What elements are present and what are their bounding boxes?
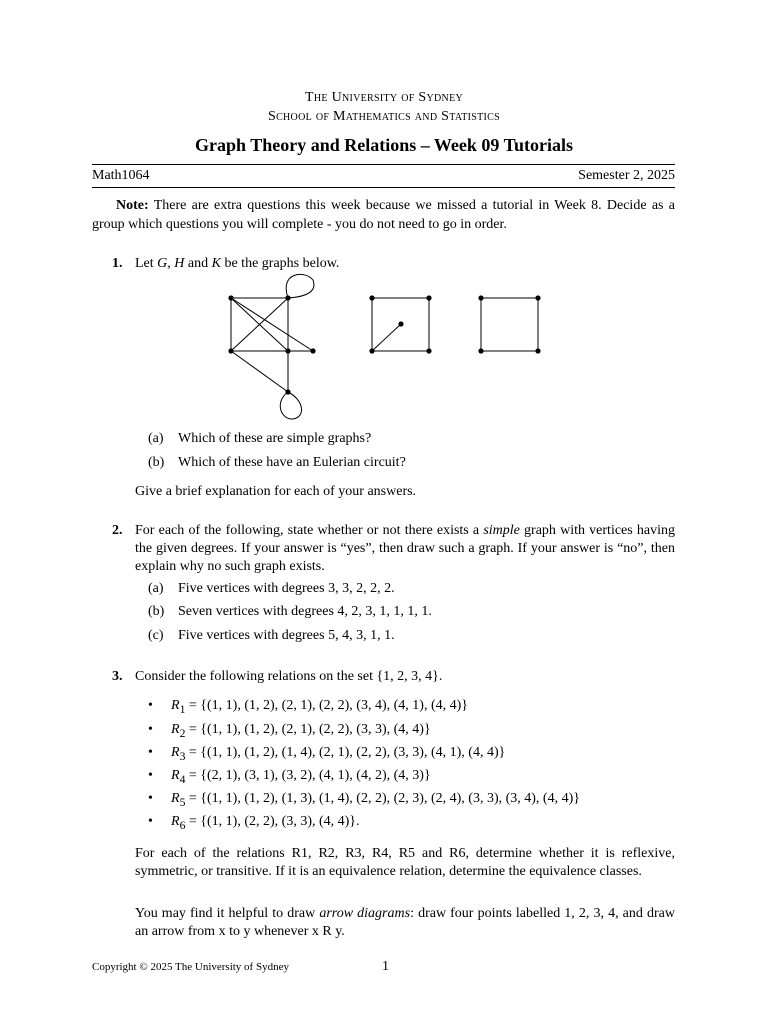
course-code: Math1064 bbox=[92, 168, 150, 183]
school-name: School of Mathematics and Statistics bbox=[267, 109, 501, 124]
q1-followup: Give a brief explanation for each of your answers. bbox=[135, 484, 417, 499]
q1-part-a: (a) Which of these are simple graphs? bbox=[148, 431, 372, 446]
question-number: 2. bbox=[112, 523, 123, 538]
graph-k bbox=[481, 298, 538, 351]
q3-paragraph-2: You may find it helpful to draw arrow diagrams: draw four points labelled 1, 2, 3, 4, and draw an arrow from x to y whenever x R y. bbox=[135, 906, 675, 939]
question-text: For each of the following, state whether or not there exists a simple graph with vertices having the given degrees. If your answer is “yes”, then draw such a graph. If your answer is “no”, then explain why no such graph exists. bbox=[135, 523, 675, 574]
relation-r5: • $R_5 = \{(1$, 1), (1, 2), (1, 3), (1, 4), (2, 2), (2, 3), (2, 4), (3, 3), (3, 4), (4, 4)} bbox=[148, 791, 580, 809]
relation-r4: • $R_4 = \{(2$, 1), (3, 1), (3, 2), (4, 1), (4, 2), (4, 3)} bbox=[148, 768, 431, 786]
semester-label: Semester 2, 2025 bbox=[578, 168, 675, 183]
note-label: Note: bbox=[116, 198, 149, 213]
copyright-footer: Copyright © 2025 The University of Sydney bbox=[92, 961, 289, 973]
relation-r2: • $R_2 = \{(1$, 1), (1, 2), (2, 1), (2, 2), (3, 3), (4, 4)} bbox=[148, 722, 431, 740]
question-number: 3. bbox=[112, 669, 123, 684]
relation-r3: • $R_3 = \{(1$, 1), (1, 2), (1, 4), (2, 1), (2, 2), (3, 3), (4, 1), (4, 4)} bbox=[148, 745, 506, 763]
q2-part-b: (b) Seven vertices with degrees 4, 2, 3, 1, 1, 1, 1. bbox=[148, 604, 432, 619]
q1-part-b: (b) Which of these have an Eulerian circuit? bbox=[148, 455, 406, 470]
page-title: Graph Theory and Relations – Week 09 Tutorials bbox=[195, 135, 573, 155]
relation-r1: • $R_1 = \{(1$, 1), (1, 2), (2, 1), (2, 2), (3, 4), (4, 1), (4, 4)} bbox=[148, 698, 468, 716]
note-text: There are extra questions this week because we missed a tutorial in Week 8. Decide as a group which questions you will complete - you do not need to go in order. bbox=[92, 198, 675, 232]
relation-r6: • $R_6 = \{(1$, 1), (2, 2), (3, 3), (4, 4)}. bbox=[148, 814, 360, 832]
question-text: Let G, H and K be the graphs below. bbox=[135, 256, 340, 271]
q2-part-a: (a) Five vertices with degrees 3, 3, 2, 2, 2. bbox=[148, 581, 395, 596]
graph-g bbox=[231, 274, 314, 419]
question-text: Consider the following relations on the set {1, 2, 3, 4}. bbox=[135, 669, 443, 684]
graph-k-vertices bbox=[478, 295, 540, 353]
page-number: 1 bbox=[382, 959, 389, 974]
q3-paragraph-1: For each of the relations R1, R2, R3, R4, R5 and R6, determine whether it is reflexive, symmetric, or transitive. If it is an equivalence relation, determine the equivalence classes. bbox=[135, 846, 675, 879]
university-name: The University of Sydney bbox=[304, 90, 464, 105]
graph-g-vertices bbox=[228, 295, 315, 394]
question-number: 1. bbox=[112, 256, 123, 271]
q2-part-c: (c) Five vertices with degrees 5, 4, 3, 1, 1. bbox=[148, 628, 395, 643]
